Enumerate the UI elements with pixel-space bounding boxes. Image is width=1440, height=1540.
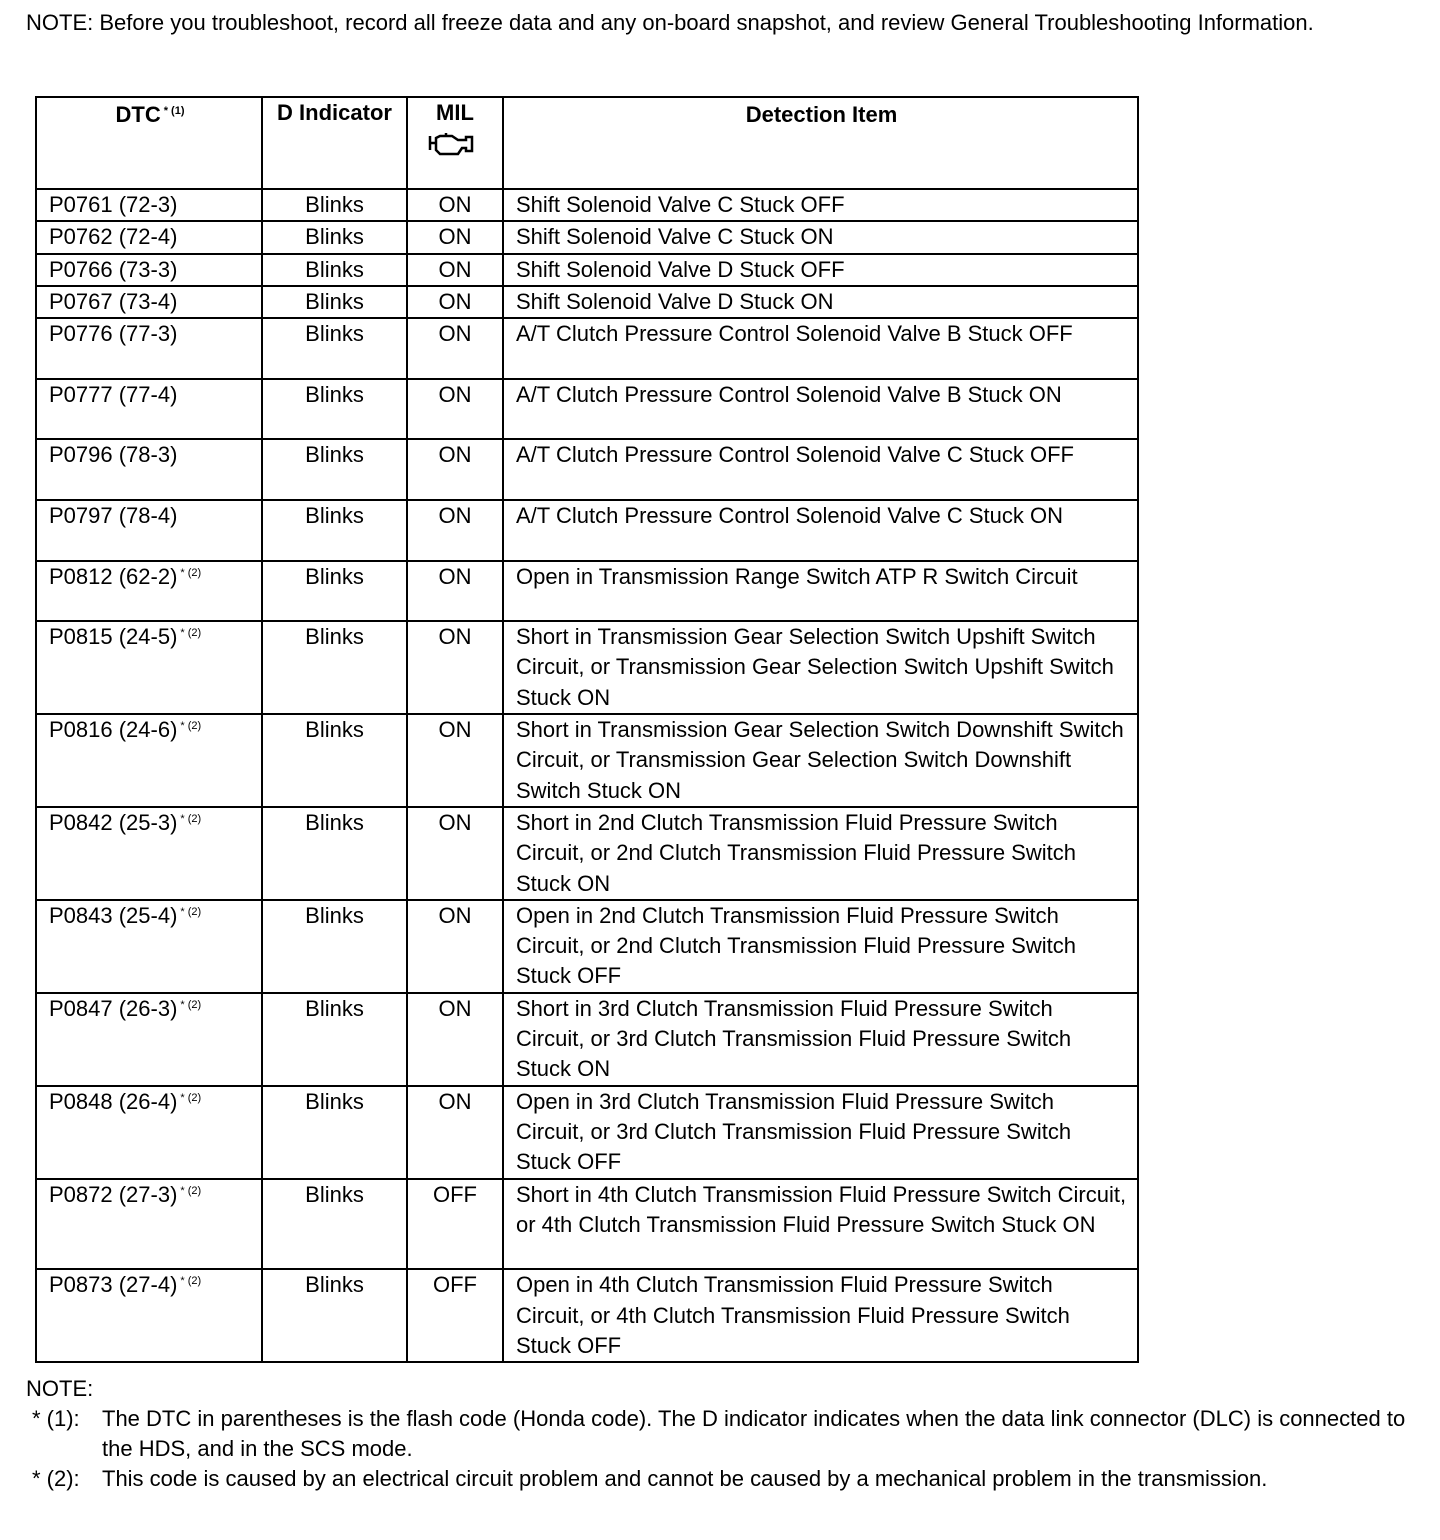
dtc-code: P0776 (77-3) <box>49 321 178 347</box>
d-indicator-cell: Blinks <box>262 561 407 622</box>
header-d-indicator: D Indicator <box>262 97 407 189</box>
d-indicator-cell: Blinks <box>262 1086 407 1179</box>
dtc-cell <box>36 807 262 900</box>
header-dtc <box>36 97 262 189</box>
dtc-code: P0766 (73-3) <box>49 256 178 282</box>
dtc-cell <box>36 900 262 993</box>
dtc-code: P0777 (77-4) <box>49 381 178 407</box>
mil-cell: ON <box>407 189 503 221</box>
table-row <box>36 189 1138 221</box>
d-indicator-cell: Blinks <box>262 379 407 440</box>
dtc-cell <box>36 561 262 622</box>
dtc-code: P0797 (78-4) <box>49 502 178 528</box>
detection-item-cell: Open in 3rd Clutch Transmission Fluid Pressure Switch Circuit, or 3rd Clutch Transmission Fluid Pressure Switch Stuck OFF <box>503 1086 1138 1179</box>
dtc-code: P0816 (24-6) <box>49 717 178 743</box>
dtc-cell <box>36 254 262 286</box>
footnote-ref: * (2) <box>180 812 202 825</box>
dtc-code: P0815 (24-5) <box>49 624 178 650</box>
dtc-code: P0847 (26-3) <box>49 995 178 1021</box>
dtc-code: P0848 (26-4) <box>49 1088 178 1114</box>
footnote-ref: * (2) <box>180 720 202 733</box>
d-indicator-cell: Blinks <box>262 714 407 807</box>
dtc-cell <box>36 318 262 379</box>
dtc-code: P0761 (72-3) <box>49 192 178 217</box>
dtc-cell <box>36 993 262 1086</box>
mil-cell: ON <box>407 993 503 1086</box>
footnote-marker: * (1): <box>32 1406 80 1431</box>
d-indicator-cell: Blinks <box>262 286 407 318</box>
d-indicator-cell: Blinks <box>262 500 407 561</box>
mil-cell: ON <box>407 379 503 440</box>
header-mil-label: MIL <box>436 100 474 125</box>
dtc-cell <box>36 221 262 253</box>
table-row <box>36 500 1138 561</box>
detection-item-cell: Shift Solenoid Valve D Stuck OFF <box>503 254 1138 286</box>
dtc-code: P0762 (72-4) <box>49 224 178 250</box>
table-row <box>36 993 1138 1086</box>
d-indicator-cell: Blinks <box>262 221 407 253</box>
detection-item-cell: Short in Transmission Gear Selection Switch Upshift Switch Circuit, or Transmission Gear Selection Switch Upshift Switch Stuck ON <box>503 621 1138 714</box>
footnote-ref: * (2) <box>180 905 202 918</box>
footnote-ref: * (2) <box>180 998 202 1011</box>
detection-item-cell: Shift Solenoid Valve C Stuck OFF <box>503 189 1138 221</box>
table-row <box>36 1086 1138 1179</box>
table-header-row <box>36 97 1138 189</box>
detection-item-cell: Short in 4th Clutch Transmission Fluid Pressure Switch Circuit, or 4th Clutch Transmission Fluid Pressure Switch Stuck ON <box>503 1179 1138 1270</box>
footnote-ref: * (2) <box>180 1091 202 1104</box>
d-indicator-cell: Blinks <box>262 1179 407 1270</box>
mil-cell: ON <box>407 286 503 318</box>
table-row <box>36 379 1138 440</box>
detection-item-cell: A/T Clutch Pressure Control Solenoid Valve B Stuck OFF <box>503 318 1138 379</box>
d-indicator-cell: Blinks <box>262 189 407 221</box>
table-row <box>36 714 1138 807</box>
table-row <box>36 286 1138 318</box>
detection-item-cell: A/T Clutch Pressure Control Solenoid Valve C Stuck OFF <box>503 439 1138 500</box>
footnote-ref: * (2) <box>180 1184 202 1197</box>
dtc-code: P0842 (25-3) <box>49 809 178 835</box>
mil-cell: ON <box>407 318 503 379</box>
dtc-code: P0767 (73-4) <box>49 288 178 314</box>
mil-cell: ON <box>407 221 503 253</box>
footnote-ref: * (1) <box>163 105 185 117</box>
header-mil <box>407 97 503 189</box>
header-detection-item: Detection Item <box>503 97 1138 189</box>
dtc-cell <box>36 1269 262 1362</box>
footnote-ref: * (2) <box>180 566 202 579</box>
table-row <box>36 221 1138 253</box>
table-row <box>36 900 1138 993</box>
footnote-ref: * (2) <box>180 627 202 640</box>
dtc-table <box>35 96 1139 1363</box>
table-row <box>36 439 1138 500</box>
d-indicator-cell: Blinks <box>262 807 407 900</box>
dtc-cell <box>36 379 262 440</box>
d-indicator-cell: Blinks <box>262 318 407 379</box>
d-indicator-cell: Blinks <box>262 993 407 1086</box>
dtc-cell <box>36 621 262 714</box>
dtc-code: P0812 (62-2) <box>49 563 178 589</box>
detection-item-cell: Short in Transmission Gear Selection Switch Downshift Switch Circuit, or Transmission Gear Selection Switch Downshift Switch Stuck ON <box>503 714 1138 807</box>
dtc-cell <box>36 1179 262 1270</box>
footnote-ref: * (2) <box>180 1275 202 1288</box>
mil-cell: ON <box>407 807 503 900</box>
mil-cell: ON <box>407 621 503 714</box>
header-dtc-label: DTC <box>115 102 161 127</box>
table-row <box>36 621 1138 714</box>
d-indicator-cell: Blinks <box>262 1269 407 1362</box>
d-indicator-cell: Blinks <box>262 621 407 714</box>
detection-item-cell: Shift Solenoid Valve D Stuck ON <box>503 286 1138 318</box>
mil-cell: OFF <box>407 1269 503 1362</box>
detection-item-cell: A/T Clutch Pressure Control Solenoid Valve C Stuck ON <box>503 500 1138 561</box>
mil-cell: ON <box>407 439 503 500</box>
check-engine-icon <box>426 128 484 158</box>
table-row <box>36 807 1138 900</box>
table-row <box>36 561 1138 622</box>
mil-cell: ON <box>407 714 503 807</box>
dtc-code: P0872 (27-3) <box>49 1181 178 1207</box>
d-indicator-cell: Blinks <box>262 254 407 286</box>
footnote-marker: * (2): <box>32 1466 80 1491</box>
detection-item-cell: Short in 2nd Clutch Transmission Fluid Pressure Switch Circuit, or 2nd Clutch Transmission Fluid Pressure Switch Stuck ON <box>503 807 1138 900</box>
dtc-cell <box>36 714 262 807</box>
intro-note: NOTE: Before you troubleshoot, record all freeze data and any on-board snapshot, and review General Troubleshooting Information. <box>26 10 1314 35</box>
footnotes <box>26 1374 1426 1494</box>
mil-cell: ON <box>407 254 503 286</box>
mil-cell: ON <box>407 500 503 561</box>
dtc-cell <box>36 1086 262 1179</box>
notes-title: NOTE: <box>26 1376 94 1401</box>
footnote-text: This code is caused by an electrical circuit problem and cannot be caused by a mechanical problem in the transmission. <box>102 1466 1268 1491</box>
dtc-code: P0796 (78-3) <box>49 442 178 468</box>
detection-item-cell: Short in 3rd Clutch Transmission Fluid Pressure Switch Circuit, or 3rd Clutch Transmission Fluid Pressure Switch Stuck ON <box>503 993 1138 1086</box>
mil-cell: ON <box>407 561 503 622</box>
detection-item-cell: Open in 2nd Clutch Transmission Fluid Pressure Switch Circuit, or 2nd Clutch Transmission Fluid Pressure Switch Stuck OFF <box>503 900 1138 993</box>
mil-cell: ON <box>407 1086 503 1179</box>
mil-cell: OFF <box>407 1179 503 1270</box>
d-indicator-cell: Blinks <box>262 439 407 500</box>
footnote-1 <box>32 1404 1426 1464</box>
dtc-cell <box>36 439 262 500</box>
table-row <box>36 1269 1138 1362</box>
table-row <box>36 1179 1138 1270</box>
d-indicator-cell: Blinks <box>262 900 407 993</box>
footnote-text: The DTC in parentheses is the flash code (Honda code). The D indicator indicates when the data link connector (DLC) is connected to the HDS, and in the SCS mode. <box>102 1406 1406 1461</box>
dtc-cell <box>36 189 262 221</box>
dtc-cell <box>36 286 262 318</box>
table-row <box>36 318 1138 379</box>
dtc-code: P0843 (25-4) <box>49 902 178 928</box>
detection-item-cell: Shift Solenoid Valve C Stuck ON <box>503 221 1138 253</box>
dtc-code: P0873 (27-4) <box>49 1272 178 1298</box>
dtc-cell <box>36 500 262 561</box>
detection-item-cell: Open in Transmission Range Switch ATP R Switch Circuit <box>503 561 1138 622</box>
mil-cell: ON <box>407 900 503 993</box>
table-row <box>36 254 1138 286</box>
detection-item-cell: Open in 4th Clutch Transmission Fluid Pressure Switch Circuit, or 4th Clutch Transmission Fluid Pressure Switch Stuck OFF <box>503 1269 1138 1362</box>
footnote-2 <box>32 1464 1426 1494</box>
detection-item-cell: A/T Clutch Pressure Control Solenoid Valve B Stuck ON <box>503 379 1138 440</box>
